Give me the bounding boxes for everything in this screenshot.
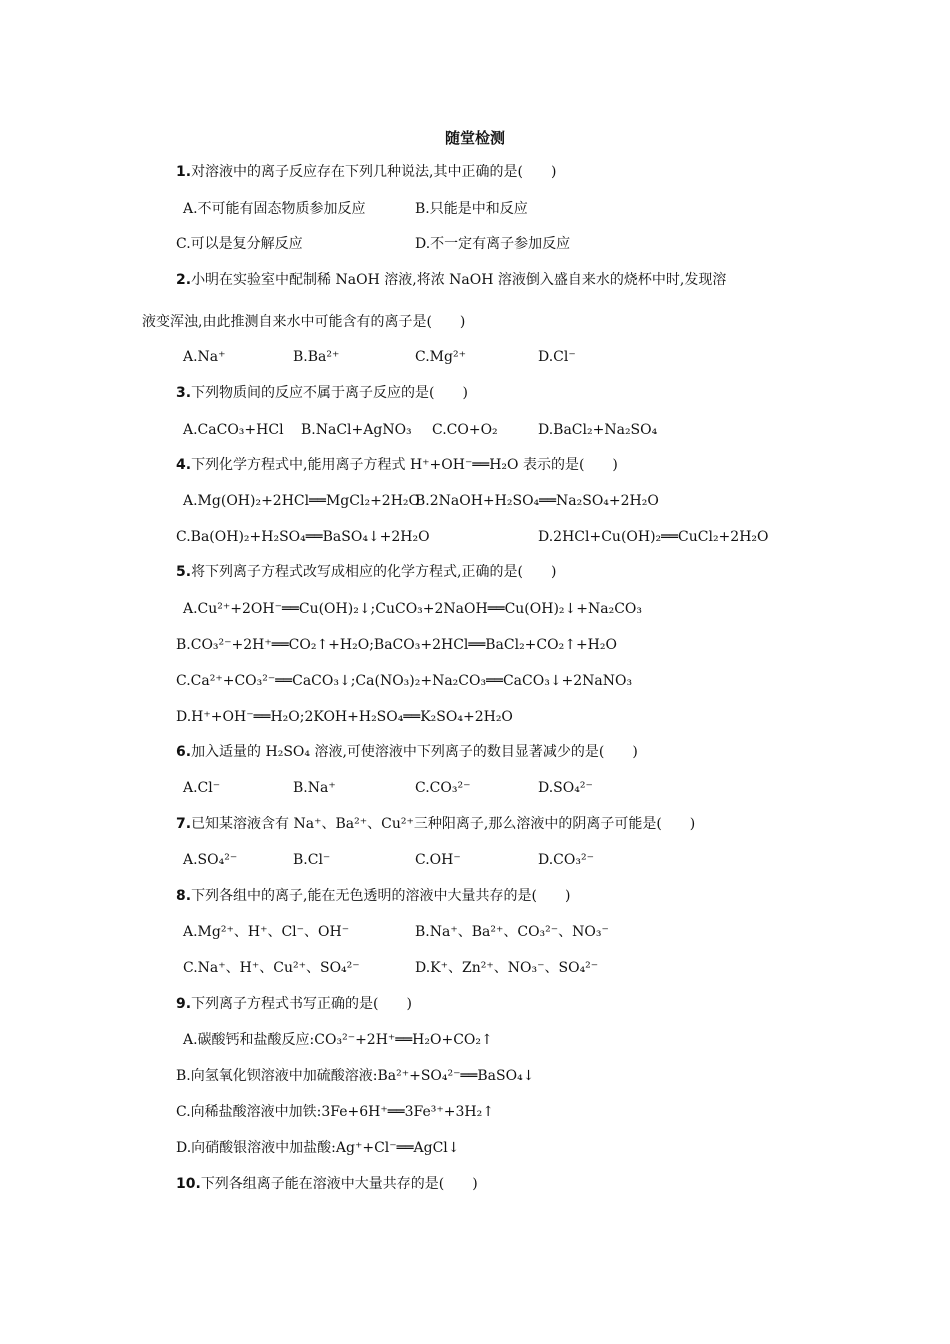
option-c: C.向稀盐酸溶液中加铁:3Fe+6H⁺══3Fe³⁺+3H₂↑ [176, 1104, 494, 1120]
question-stem: 下列化学方程式中,能用离子方程式 H⁺+OH⁻══H₂O 表示的是( ) [191, 457, 618, 473]
question-stem: 小明在实验室中配制稀 NaOH 溶液,将浓 NaOH 溶液倒入盛自来水的烧杯中时,发现溶 [191, 272, 727, 288]
option-a: A.Na⁺ [183, 349, 226, 365]
option-d: D.BaCl₂+Na₂SO₄ [538, 422, 658, 438]
option-a: A.不可能有固态物质参加反应 [183, 201, 366, 217]
option-b: B.向氢氧化钡溶液中加硫酸溶液:Ba²⁺+SO₄²⁻══BaSO₄↓ [176, 1068, 535, 1084]
option-b: B.NaCl+AgNO₃ [301, 422, 412, 438]
option-a: A.Mg(OH)₂+2HCl══MgCl₂+2H₂O [183, 493, 421, 509]
question-number: 8. [176, 888, 192, 904]
option-d: D.不一定有离子参加反应 [415, 236, 571, 252]
question-2 [176, 270, 726, 290]
question-number: 6. [176, 744, 192, 760]
option-a: A.碳酸钙和盐酸反应:CO₃²⁻+2H⁺══H₂O+CO₂↑ [183, 1032, 493, 1048]
option-c: C.CO₃²⁻ [415, 780, 471, 796]
option-a: A.Cu²⁺+2OH⁻══Cu(OH)₂↓;CuCO₃+2NaOH══Cu(OH)₂↓+Na₂CO₃ [183, 601, 642, 617]
question-number: 9. [176, 996, 192, 1012]
option-a: A.Mg²⁺、H⁺、Cl⁻、OH⁻ [183, 924, 350, 940]
question-1 [176, 162, 556, 182]
option-a: A.SO₄²⁻ [183, 852, 238, 868]
option-b: B.CO₃²⁻+2H⁺══CO₂↑+H₂O;BaCO₃+2HCl══BaCl₂+CO₂↑+H₂O [176, 637, 617, 653]
question-5 [176, 562, 556, 582]
option-a: A.Cl⁻ [183, 780, 221, 796]
question-stem: 下列各组中的离子,能在无色透明的溶液中大量共存的是( ) [191, 888, 571, 904]
question-number: 2. [176, 272, 192, 288]
question-6 [176, 742, 638, 762]
question-3 [176, 383, 468, 403]
question-number: 10. [176, 1176, 201, 1192]
option-b: B.Cl⁻ [293, 852, 331, 868]
question-stem: 加入适量的 H₂SO₄ 溶液,可使溶液中下列离子的数目显著减少的是( ) [191, 744, 638, 760]
question-4 [176, 455, 618, 475]
question-8 [176, 886, 570, 906]
option-c: C.OH⁻ [415, 852, 461, 868]
question-number: 1. [176, 164, 192, 180]
option-b: B.Na⁺ [293, 780, 336, 796]
question-stem: 已知某溶液含有 Na⁺、Ba²⁺、Cu²⁺三种阳离子,那么溶液中的阴离子可能是( ) [191, 816, 696, 832]
question-number: 7. [176, 816, 192, 832]
question-stem: 下列离子方程式书写正确的是( ) [191, 996, 412, 1012]
question-7 [176, 814, 695, 834]
option-d: D.向硝酸银溶液中加盐酸:Ag⁺+Cl⁻══AgCl↓ [176, 1140, 460, 1156]
option-c: C.Ca²⁺+CO₃²⁻══CaCO₃↓;Ca(NO₃)₂+Na₂CO₃══CaCO₃↓+2NaNO₃ [176, 673, 633, 689]
option-a: A.CaCO₃+HCl [183, 422, 284, 438]
option-c: C.Ba(OH)₂+H₂SO₄══BaSO₄↓+2H₂O [176, 529, 430, 545]
question-stem: 对溶液中的离子反应存在下列几种说法,其中正确的是( ) [191, 164, 557, 180]
question-9 [176, 994, 412, 1014]
option-d: D.2HCl+Cu(OH)₂══CuCl₂+2H₂O [538, 529, 769, 545]
question-10 [176, 1174, 478, 1194]
option-b: B.Na⁺、Ba²⁺、CO₃²⁻、NO₃⁻ [415, 924, 609, 940]
question-number: 5. [176, 564, 192, 580]
question-stem: 下列各组离子能在溶液中大量共存的是( ) [200, 1176, 478, 1192]
option-b: B.只能是中和反应 [415, 201, 528, 217]
question-number: 3. [176, 385, 192, 401]
option-d: D.K⁺、Zn²⁺、NO₃⁻、SO₄²⁻ [415, 960, 599, 976]
option-d: D.H⁺+OH⁻══H₂O;2KOH+H₂SO₄══K₂SO₄+2H₂O [176, 709, 513, 725]
option-b: B.2NaOH+H₂SO₄══Na₂SO₄+2H₂O [415, 493, 659, 509]
option-c: C.CO+O₂ [432, 422, 498, 438]
option-d: D.SO₄²⁻ [538, 780, 593, 796]
question-number: 4. [176, 457, 192, 473]
option-c: C.Mg²⁺ [415, 349, 466, 365]
page-title: 随堂检测 [444, 129, 505, 147]
question-stem-continued: 液变浑浊,由此推测自来水中可能含有的离子是( ) [142, 314, 466, 330]
option-d: D.CO₃²⁻ [538, 852, 594, 868]
option-d: D.Cl⁻ [538, 349, 576, 365]
question-stem: 将下列离子方程式改写成相应的化学方程式,正确的是( ) [191, 564, 557, 580]
option-c: C.可以是复分解反应 [176, 236, 303, 252]
option-c: C.Na⁺、H⁺、Cu²⁺、SO₄²⁻ [183, 960, 360, 976]
option-b: B.Ba²⁺ [293, 349, 340, 365]
question-stem: 下列物质间的反应不属于离子反应的是( ) [191, 385, 468, 401]
